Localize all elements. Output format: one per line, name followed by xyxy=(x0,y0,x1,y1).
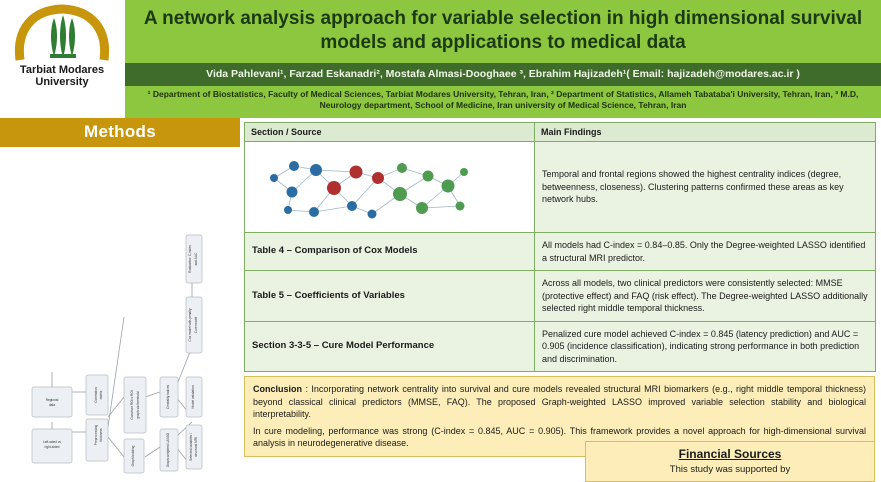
findings-table xyxy=(244,122,876,372)
svg-text:Model validation: Model validation xyxy=(191,385,195,409)
poster-title: A network analysis approach for variable selection in high dimensional survival models and applications to medical data xyxy=(125,0,881,63)
poster-affiliations: ¹ Department of Biostatistics, Faculty of Medical Sciences, Tarbiat Modares University, Tehran, Iran, ² Department of Statistics, Allameh Tabataba'i University, Tehran, Iran, ³ M.D, Neurology department, School of Medicine, Iran university of Medical Science, Tehran, Iran xyxy=(125,86,881,118)
svg-text:thickness: thickness xyxy=(99,428,103,442)
poster-header xyxy=(0,0,881,118)
svg-text:structural MRI: structural MRI xyxy=(194,437,198,457)
poster-authors: Vida Pahlevani¹, Farzad Eskanadri², Mostafa Almasi-Dooghaee ³, Ebrahim Hajizadeh¹( Email: hajizadeh@modares.ac.ir ) xyxy=(125,63,881,86)
svg-text:Correlation: Correlation xyxy=(94,387,98,403)
svg-text:Graph-weighted LASSO: Graph-weighted LASSO xyxy=(166,432,170,468)
svg-text:Centrality indices: Centrality indices xyxy=(166,384,170,410)
svg-text:Graph building: Graph building xyxy=(131,445,135,467)
table-row xyxy=(245,233,876,271)
poster-body xyxy=(0,118,881,482)
svg-text:Cox model with penalty: Cox model with penalty xyxy=(188,308,192,342)
conclusion-paragraph-2: In cure modeling, performance was strong (C-index = 0.845, AUC = 0.905). This framework provides a novel approach for high-dimensional survival analysis in neurodegenerative disease. xyxy=(253,425,866,448)
column-header-section: Section / Source xyxy=(245,123,535,142)
svg-text:Regional: Regional xyxy=(45,398,59,402)
university-logo-block xyxy=(0,0,125,118)
findings-column xyxy=(240,118,881,482)
conclusion-heading: Conclusion xyxy=(253,384,302,394)
svg-text:Cure model: Cure model xyxy=(194,316,198,334)
table-row xyxy=(245,142,876,233)
table-header-row xyxy=(245,123,876,142)
svg-text:Left-sided vs: Left-sided vs xyxy=(42,440,62,444)
svg-text:Construct ROI x ROI: Construct ROI x ROI xyxy=(130,390,134,420)
finding-cell: All models had C-index = 0.84–0.85. Only the Degree-weighted LASSO identified a structural MRI predictor. xyxy=(535,233,876,271)
brain-network-graph-icon xyxy=(252,148,486,226)
financial-sources-text: This study was supported by xyxy=(669,463,791,475)
financial-sources-title: Financial Sources xyxy=(678,446,782,461)
financial-sources-box xyxy=(585,441,875,482)
university-logo-text: Tarbiat Modares University xyxy=(19,64,105,88)
section-label: Section 3-3-5 – Cure Model Performance xyxy=(245,321,535,372)
finding-cell xyxy=(535,142,876,233)
svg-text:Selected variables /: Selected variables / xyxy=(189,433,193,461)
conclusion-paragraph-1: Incorporating network centrality into survival and cure models revealed structural MRI biomarkers (e.g., right middle temporal thickness) beyond classical clinical predictors (MMSE, FAQ). The proposed Graph-weighted LASSO improved variable selection stability and biological interpretability. xyxy=(253,384,866,419)
network-graph-cell xyxy=(245,142,535,233)
section-label: Table 5 – Coefficients of Variables xyxy=(245,271,535,322)
svg-text:Preprocessing: Preprocessing xyxy=(94,424,98,446)
methods-section-title: Methods xyxy=(0,118,240,147)
finding-text: Temporal and frontal regions showed the highest centrality indices (degree, betweenness, closeness). Clustering patterns confirmed these areas as key network hubs. xyxy=(542,169,844,205)
svg-text:data: data xyxy=(48,403,56,407)
methods-flowchart xyxy=(0,147,240,477)
column-header-findings: Main Findings xyxy=(535,123,876,142)
svg-text:matrix: matrix xyxy=(99,390,103,400)
svg-text:and AUC: and AUC xyxy=(194,252,198,266)
svg-text:right-sided: right-sided xyxy=(44,445,60,449)
table-row xyxy=(245,271,876,322)
svg-text:graph via threshold: graph via threshold xyxy=(136,391,140,419)
finding-cell: Across all models, two clinical predictors were consistently selected: MMSE (protective effect) and FAQ (risk effect). The Degree-weighted LASSO additionally selected right middle temporal thickness. xyxy=(535,271,876,322)
section-label: Table 4 – Comparison of Cox Models xyxy=(245,233,535,271)
header-title-column xyxy=(125,0,881,118)
finding-cell: Penalized cure model achieved C-index = 0.845 (latency prediction) and AUC = 0.905 (incidence classification), indicating strong performance in both prediction and discrimination. xyxy=(535,321,876,372)
methods-column xyxy=(0,118,240,482)
conclusion-box: Conclusion : Incorporating network centrality into survival and cure models revealed structural MRI biomarkers (e.g., right middle temporal thickness) beyond classical clinical predictors (MMSE, FAQ). The proposed Graph-weighted LASSO improved variable selection stability and biological interpretability. In cure modeling, performance was strong (C-index = 0.845, AUC = 0.905). This framework provides a novel approach for high-dimensional survival analysis in neurodegenerative disease. xyxy=(244,376,875,457)
svg-text:Evaluation: C-index: Evaluation: C-index xyxy=(188,245,192,273)
table-row xyxy=(245,321,876,372)
university-logo-icon xyxy=(10,4,114,60)
